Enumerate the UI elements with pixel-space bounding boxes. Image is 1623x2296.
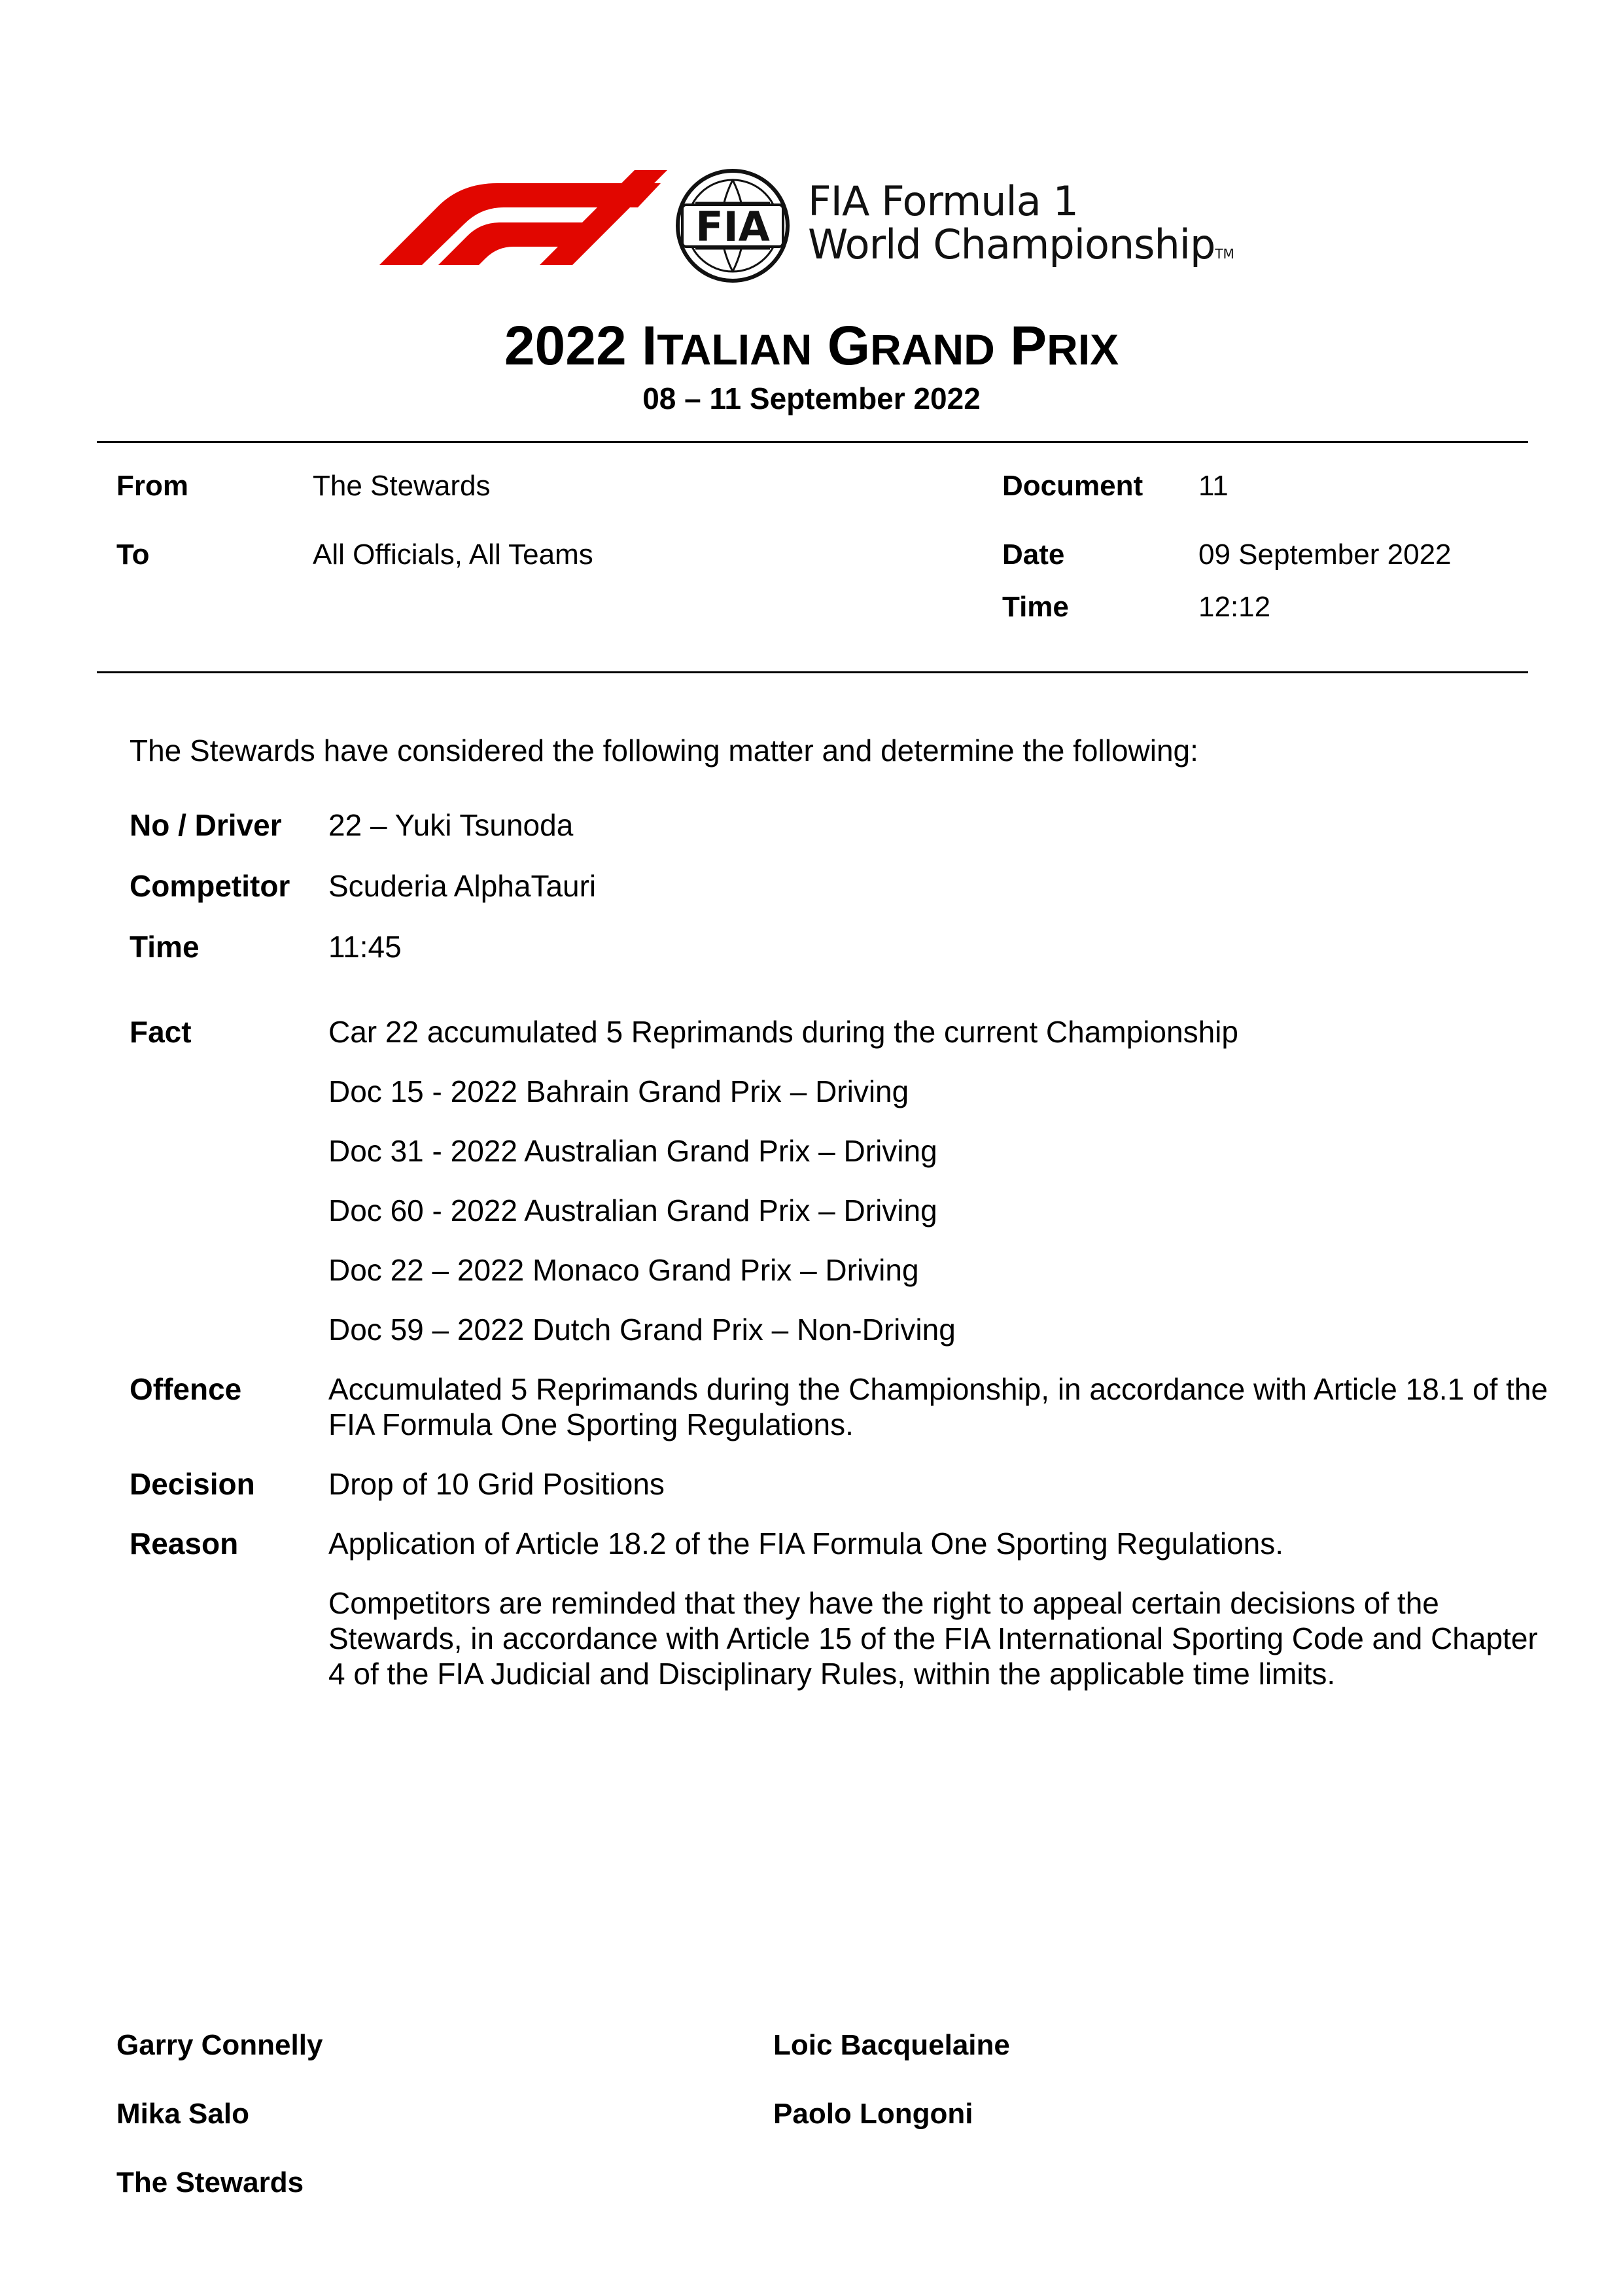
- stewards-signoff: The Stewards: [116, 2166, 304, 2199]
- svg-text:FIA: FIA: [695, 203, 770, 251]
- date-value: 09 September 2022: [1198, 539, 1452, 571]
- to-label: To: [116, 539, 150, 571]
- steward-name: Paolo Longoni: [773, 2098, 973, 2130]
- fia-championship-wordmark: FIA Formula 1 World ChampionshipTM: [808, 177, 1234, 268]
- competitor-value: Scuderia AlphaTauri: [328, 869, 597, 903]
- offence-value: Accumulated 5 Reprimands during the Championship, in accordance with Article 18.1 of the FIA Formula One Sporting Regulations.: [328, 1372, 1548, 1441]
- title-word: GRAND: [827, 315, 995, 376]
- driver-value: 22 – Yuki Tsunoda: [328, 808, 574, 842]
- steward-name: Garry Connelly: [116, 2029, 323, 2061]
- fact-line: Doc 60 - 2022 Australian Grand Prix – Driving: [328, 1193, 937, 1227]
- fact-line: Doc 59 – 2022 Dutch Grand Prix – Non-Driving: [328, 1313, 956, 1347]
- to-value: All Officials, All Teams: [313, 539, 593, 571]
- from-label: From: [116, 470, 188, 502]
- decision-label: Decision: [130, 1467, 255, 1501]
- offence-label: Offence: [130, 1372, 242, 1406]
- document-number: 11: [1198, 470, 1229, 502]
- title-word: ITALIAN: [642, 315, 812, 376]
- steward-name: Mika Salo: [116, 2098, 249, 2130]
- appeal-note: Competitors are reminded that they have the right to appeal certain decisions of the Stewards, in accordance with Article 15 of the FIA International Sporting Code and Chapter 4 of the FIA Judicial and Disciplinary Rules, within the applicable time limits.: [328, 1586, 1538, 1691]
- decision-value: Drop of 10 Grid Positions: [328, 1467, 665, 1501]
- divider-top: [97, 441, 1528, 443]
- fact-line: Doc 15 - 2022 Bahrain Grand Prix – Driving: [328, 1074, 909, 1108]
- f1-logo-icon: [340, 167, 667, 265]
- divider-bottom: [97, 671, 1528, 673]
- event-dates: 08 – 11 September 2022: [642, 381, 981, 415]
- steward-name: Loic Bacquelaine: [773, 2029, 1010, 2061]
- time-value: 12:12: [1198, 591, 1271, 623]
- from-value: The Stewards: [313, 470, 491, 502]
- fia-f1-logo: [340, 167, 1302, 285]
- competitor-label: Competitor: [130, 869, 290, 903]
- fact-line: Doc 22 – 2022 Monaco Grand Prix – Driving: [328, 1253, 919, 1287]
- fact-line: Doc 31 - 2022 Australian Grand Prix – Driving: [328, 1134, 937, 1168]
- fact-line: Car 22 accumulated 5 Reprimands during the current Championship: [328, 1015, 1238, 1049]
- fact-label: Fact: [130, 1015, 192, 1049]
- fia-emblem-icon: [671, 167, 795, 285]
- time-label: Time: [1002, 591, 1069, 623]
- document-label: Document: [1002, 470, 1143, 502]
- driver-label: No / Driver: [130, 808, 282, 842]
- reason-value: Application of Article 18.2 of the FIA Formula One Sporting Regulations.: [328, 1527, 1284, 1561]
- date-label: Date: [1002, 539, 1065, 571]
- reason-label: Reason: [130, 1527, 239, 1561]
- document-title: 2022 ITALIAN GRAND PRIX: [504, 315, 1119, 376]
- incident-time-value: 11:45: [328, 930, 402, 964]
- intro-text: The Stewards have considered the following matter and determine the following:: [130, 733, 1198, 768]
- title-word: PRIX: [1010, 315, 1119, 376]
- incident-time-label: Time: [130, 930, 200, 964]
